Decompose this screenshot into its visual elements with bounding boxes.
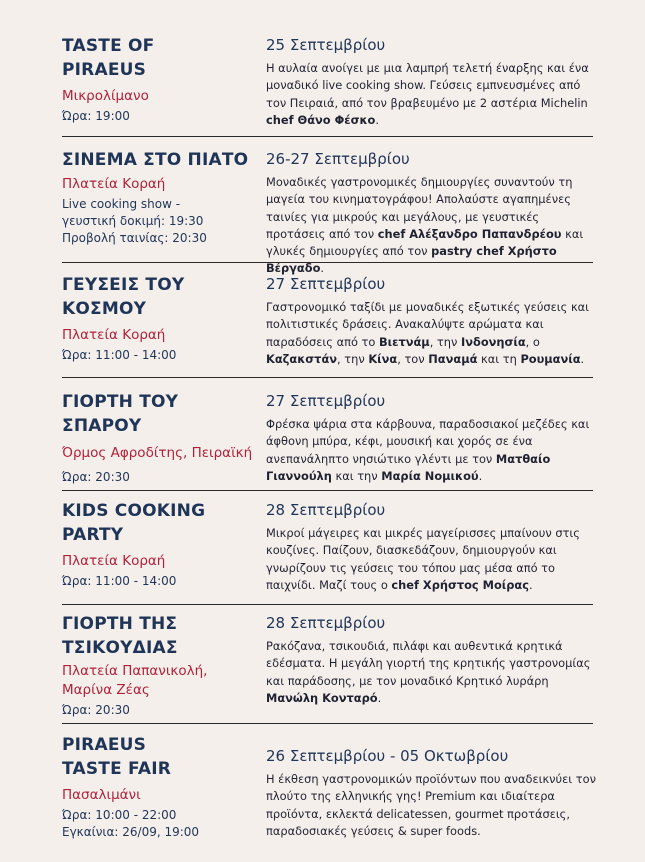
event-title: TASTE OF PIRAEUS bbox=[62, 36, 155, 80]
event-description bbox=[266, 771, 596, 840]
event-date: 28 Σεπτεμβρίου bbox=[266, 614, 386, 632]
event-date: 26-27 Σεπτεμβρίου bbox=[266, 150, 410, 168]
highlight-name: Ματθαίο Γιαννούλη bbox=[266, 451, 551, 483]
divider bbox=[62, 262, 593, 263]
event-venue: Πλατεία Κοραή bbox=[62, 327, 166, 343]
divider bbox=[62, 723, 593, 724]
event-title: ΓΕΥΣΕΙΣ ΤΟΥ ΚΟΣΜΟΥ bbox=[62, 275, 185, 319]
description-text: Μοναδικές γαστρονομικές δημιουργίες συναντούν τη μαγεία του κινηματογράφου! Απολαύστε αγαπημένες ταινίες για μικρούς και μεγάλους, με γευστικές προτάσεις από τον bbox=[266, 175, 573, 241]
event-hours: Ώρα: 10:00 - 22:00 Εγκαίνια: 26/09, 19:00 bbox=[62, 808, 200, 839]
event-title: KIDS COOKING PARTY bbox=[62, 501, 206, 545]
event-date: 25 Σεπτεμβρίου bbox=[266, 36, 386, 54]
event-hours: Ώρα: 11:00 - 14:00 bbox=[62, 574, 177, 588]
event-title: ΓΙΟΡΤΗ ΤΗΣ ΤΣΙΚΟΥΔΙΑΣ bbox=[62, 614, 178, 658]
description-text: . bbox=[377, 690, 382, 705]
description-text: Μικροί μάγειρες και μικρές μαγείρισσες μπαίνουν στις κουζίνες. Παίζουν, διασκεδάζουν, δημιουργούν και γνωρίζουν τις γεύσεις του τόπου μας μέσα από το παιχνίδι. Μαζί τους ο bbox=[266, 526, 580, 592]
description-text: Γαστρονομικό ταξίδι με μοναδικές εξωτικές γεύσεις και πολιτιστικές δράσεις. Ανακαλύψτε αρώματα και παραδόσεις από το bbox=[266, 300, 590, 349]
highlight-name: Ρουμανία bbox=[520, 351, 581, 366]
event-venue: Πλατεία Κοραή bbox=[62, 176, 166, 192]
event-hours: Ώρα: 11:00 - 14:00 bbox=[62, 348, 177, 362]
highlight-name: pastry chef Χρήστο Βέργαδο bbox=[266, 244, 557, 276]
event-title: ΓΙΟΡΤΗ ΤΟΥ ΣΠΑΡΟΥ bbox=[62, 392, 179, 436]
event-description bbox=[266, 60, 596, 129]
highlight-name: Καζακστάν bbox=[266, 351, 338, 366]
description-text: και τη bbox=[477, 351, 521, 366]
event-title: PIRAEUS TASTE FAIR bbox=[62, 735, 172, 779]
event-venue: Μικρολίμανο bbox=[62, 88, 149, 104]
event-description bbox=[266, 525, 596, 594]
description-text: . bbox=[320, 261, 325, 276]
event-venue: Πασαλιμάνι bbox=[62, 787, 141, 803]
divider bbox=[62, 604, 593, 605]
event-date: 28 Σεπτεμβρίου bbox=[266, 501, 386, 519]
highlight-name: Παναμά bbox=[428, 351, 478, 366]
highlight-name: Βιετνάμ bbox=[378, 334, 430, 349]
event-date: 26 Σεπτεμβρίου - 05 Οκτωβρίου bbox=[266, 747, 509, 765]
description-text: . bbox=[528, 577, 533, 592]
description-text: , την bbox=[429, 334, 461, 349]
highlight-name: chef Αλέξανδρο Παπανδρέου bbox=[377, 226, 562, 241]
divider bbox=[62, 136, 593, 137]
event-title: ΣΙΝΕΜΑ ΣΤΟ ΠΙΑΤΟ bbox=[62, 150, 249, 170]
description-text: και γλυκές δημιουργίες από τον bbox=[266, 226, 584, 259]
event-hours: Ώρα: 20:30 bbox=[62, 470, 130, 484]
event-date: 27 Σεπτεμβρίου bbox=[266, 392, 386, 410]
event-date: 27 Σεπτεμβρίου bbox=[266, 275, 386, 293]
event-description bbox=[266, 416, 596, 485]
divider bbox=[62, 490, 593, 491]
description-text: , ο bbox=[525, 334, 540, 349]
event-hours: Live cooking show - γευστική δοκιμή: 19:30 Προβολή ταινίας: 20:30 bbox=[62, 197, 207, 245]
highlight-name: Μανώλη Κονταρό bbox=[266, 690, 378, 705]
description-text: Η αυλαία ανοίγει με μια λαμπρή τελετή έναρξης και ένα μοναδικό live cooking show. bbox=[266, 61, 589, 93]
description-text: . bbox=[580, 351, 585, 366]
event-venue: Όρμος Αφροδίτης, Πειραϊκή bbox=[62, 445, 253, 461]
event-description bbox=[266, 638, 596, 707]
description-text: Ρακόζανα, τσικουδιά, πιλάφι και αυθεντικά κρητικά εδέσματα. Η μεγάλη γιορτή της κρητικής γαστρονομίας και παράδοσης, με τον μοναδικό Κρητικό λυράρη bbox=[266, 639, 591, 688]
highlight-name: chef Θάνο Φέσκο bbox=[266, 112, 376, 127]
event-hours: Ώρα: 20:30 bbox=[62, 703, 130, 717]
description-text: Η έκθεση γαστρονομικών προϊόντων που αναδεικνύει τον πλούτο της ελληνικής γης! Premium και ιδιαίτερα προϊόντα, εκλεκτά delicatessen, gourmet προτάσεις, παραδοσιακές γεύσεις & super foods. bbox=[266, 772, 596, 838]
description-text: Γεύσεις εμπνευσμένες από τον Πειραιά, από τον βραβευμένο με 2 αστέρια Michelin bbox=[266, 78, 588, 110]
highlight-name: Κίνα bbox=[368, 351, 398, 366]
description-text: , την bbox=[337, 351, 369, 366]
event-venue: Πλατεία Κοραή bbox=[62, 553, 166, 569]
highlight-name: Ινδονησία bbox=[461, 334, 526, 349]
event-venue: Πλατεία Παπανικολή, Μαρίνα Ζέας bbox=[62, 663, 208, 698]
divider bbox=[62, 377, 593, 378]
highlight-name: Μαρία Νομικού bbox=[381, 468, 479, 483]
description-text: , τον bbox=[397, 351, 429, 366]
description-text: . bbox=[375, 112, 380, 127]
highlight-name: chef Χρήστος Μοίρας bbox=[391, 577, 529, 592]
event-description bbox=[266, 299, 596, 368]
description-text: . bbox=[478, 468, 483, 483]
description-text: Φρέσκα ψάρια στα κάρβουνα, παραδοσιακοί μεζέδες και άφθονη μπύρα, κέφι, μουσική και χορός σε ένα ανεπανάληπτο νησιώτικο γλέντι με τον bbox=[266, 417, 590, 466]
event-hours: Ώρα: 19:00 bbox=[62, 109, 130, 123]
description-text: και την bbox=[331, 468, 382, 483]
